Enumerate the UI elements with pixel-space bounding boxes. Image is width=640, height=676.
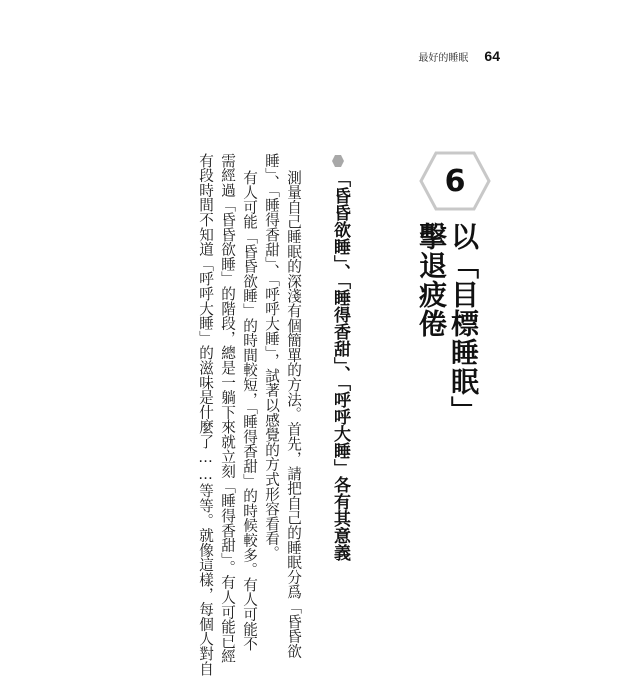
running-header [418, 48, 500, 64]
chapter-badge [418, 150, 492, 212]
page-number: 64 [484, 48, 500, 64]
chapter-title-line-1: 以「目標睡眠」 [447, 222, 480, 425]
body-line-4: 需經過「昏昏欲睡」的階段，總是一躺下來就立刻「睡得香甜」。有人可能已經 [219, 153, 236, 664]
chapter-number: 6 [444, 163, 466, 199]
body-line-2: 睡」、「睡得香甜」、「呼呼大睡」，試著以感覺的方式形容看看。 [263, 153, 280, 561]
body-line-1: 測量自己睡眠的深淺有個簡單的方法。首先，請把自己的睡眠分爲「昏昏欲 [285, 170, 302, 659]
hexagon-bullet-icon [331, 154, 345, 168]
running-title: 最好的睡眠 [418, 53, 469, 64]
chapter-title-line-2: 擊退疲倦 [415, 222, 448, 338]
body-line-5: 有段時間不知道「呼呼大睡」的滋味是什麼了……等等。就像這樣，每個人對自 [197, 153, 214, 676]
body-line-3: 有人可能「昏昏欲睡」的時間較短，「睡得香甜」的時候較多。有人可能不 [241, 170, 258, 652]
section-heading: 「昏昏欲睡」、「睡得香甜」、「呼呼大睡」各有其意義 [330, 170, 350, 561]
